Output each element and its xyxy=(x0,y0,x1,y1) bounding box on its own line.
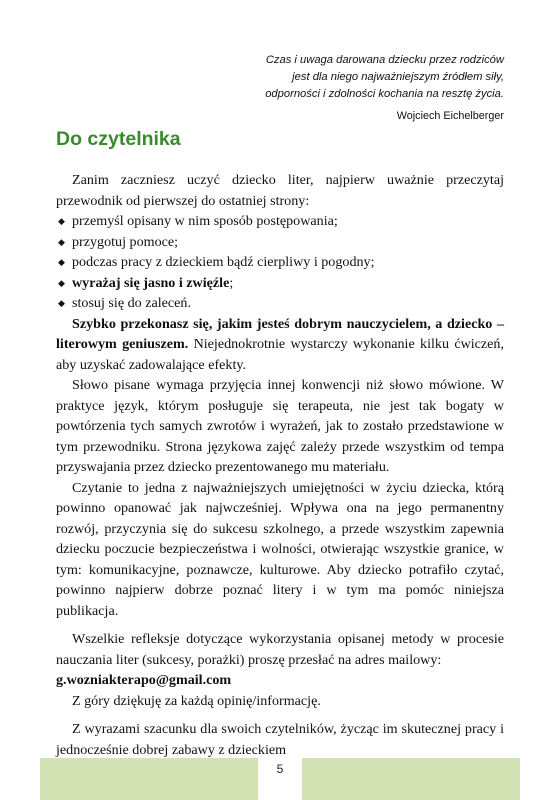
epigraph-line: odporności i zdolności kochania na resztę życia. xyxy=(265,88,504,100)
paragraph-teacher xyxy=(56,314,504,376)
bold-instruction: wyrażaj się jasno i zwięźle xyxy=(72,274,230,291)
email-address: g.wozniakterapo@gmail.com xyxy=(56,672,232,688)
epigraph-quote xyxy=(174,52,504,103)
list-item-tail: ; xyxy=(229,274,234,291)
epigraph-line: jest dla niego najważniejszym źródłem siły, xyxy=(292,71,504,83)
paragraph-feedback: Wszelkie refleksje dotyczące wykorzystania opisanej metody w procesie nauczania liter (sukcesy, porażki) proszę przesłać na adres mailowy: xyxy=(56,631,504,668)
epigraph-line: Czas i uwaga darowana dziecku przez rodziców xyxy=(265,54,504,66)
page-footer xyxy=(0,758,560,800)
footer-bar-left xyxy=(40,758,258,800)
list-item: ◆ przemyśl opisany w nim sposób postępowania; xyxy=(56,211,504,232)
list-item xyxy=(56,273,504,294)
list-item: ◆ podczas pracy z dzieckiem bądź cierpliwy i pogodny; xyxy=(56,252,504,273)
instruction-list xyxy=(56,211,504,314)
paragraph-thanks: Z góry dziękuję za każdą opinię/informację. xyxy=(72,692,321,709)
section-heading: Do czytelnika xyxy=(56,128,181,150)
list-item: ◆ przygotuj pomoce; xyxy=(56,232,504,253)
paragraph-closing: Z wyrazami szacunku dla swoich czytelników, życząc im skutecznej pracy i jednocześnie dobrej zabawy z dzieckiem xyxy=(56,721,504,758)
footer-bar-right xyxy=(302,758,520,800)
bold-statement: Szybko przekonasz się, jakim jesteś dobrym nauczycielem, a dziecko – literowym geniuszem. xyxy=(56,315,504,352)
body-text xyxy=(56,170,504,783)
epigraph-author: Wojciech Eichelberger xyxy=(396,110,504,122)
list-item: ◆ stosuj się do zaleceń. xyxy=(56,293,504,314)
epigraph xyxy=(174,52,504,125)
paragraph-rest: Niejednokrotnie wystarczy wykonanie kilku ćwiczeń, aby uzyskać zadowalające efekty. xyxy=(56,336,504,373)
page-number: 5 xyxy=(276,762,284,776)
intro-paragraph: Zanim zaczniesz uczyć dziecko liter, najpierw uważnie przeczytaj przewodnik od pierwszej do ostatniej strony: xyxy=(56,172,504,209)
paragraph-reading: Czytanie to jedna z najważniejszych umiejętności w życiu dziecka, którą powinno opanować jak najwcześniej. Wpływa ona na jego permanentny rozwój, przyczynia się do sukcesu szkolnego, a przede wszystkim zapewnia dziecku poczucie bezpieczeństwa i wolności, otwierając wszystkie granice, w tym: komunikacyjne, poznawcze, kulturowe. Aby dziecko potrafiło czytać, powinno najpierw dobrze poznać litery i w tym ma pomóc niniejsza publikacja. xyxy=(56,479,504,619)
paragraph-language: Słowo pisane wymaga przyjęcia innej konwencji niż słowo mówione. W praktyce język, którym posługuje się terapeuta, nie jest tak bogaty w powtórzenia tych samych zwrotów i wyrażeń, jak to zostało przedstawione w tym przewodniku. Strona językowa zajęć zależy przede wszystkim od tempa przyswajania przez dziecko prezentowanego mu materiału. xyxy=(56,377,504,475)
